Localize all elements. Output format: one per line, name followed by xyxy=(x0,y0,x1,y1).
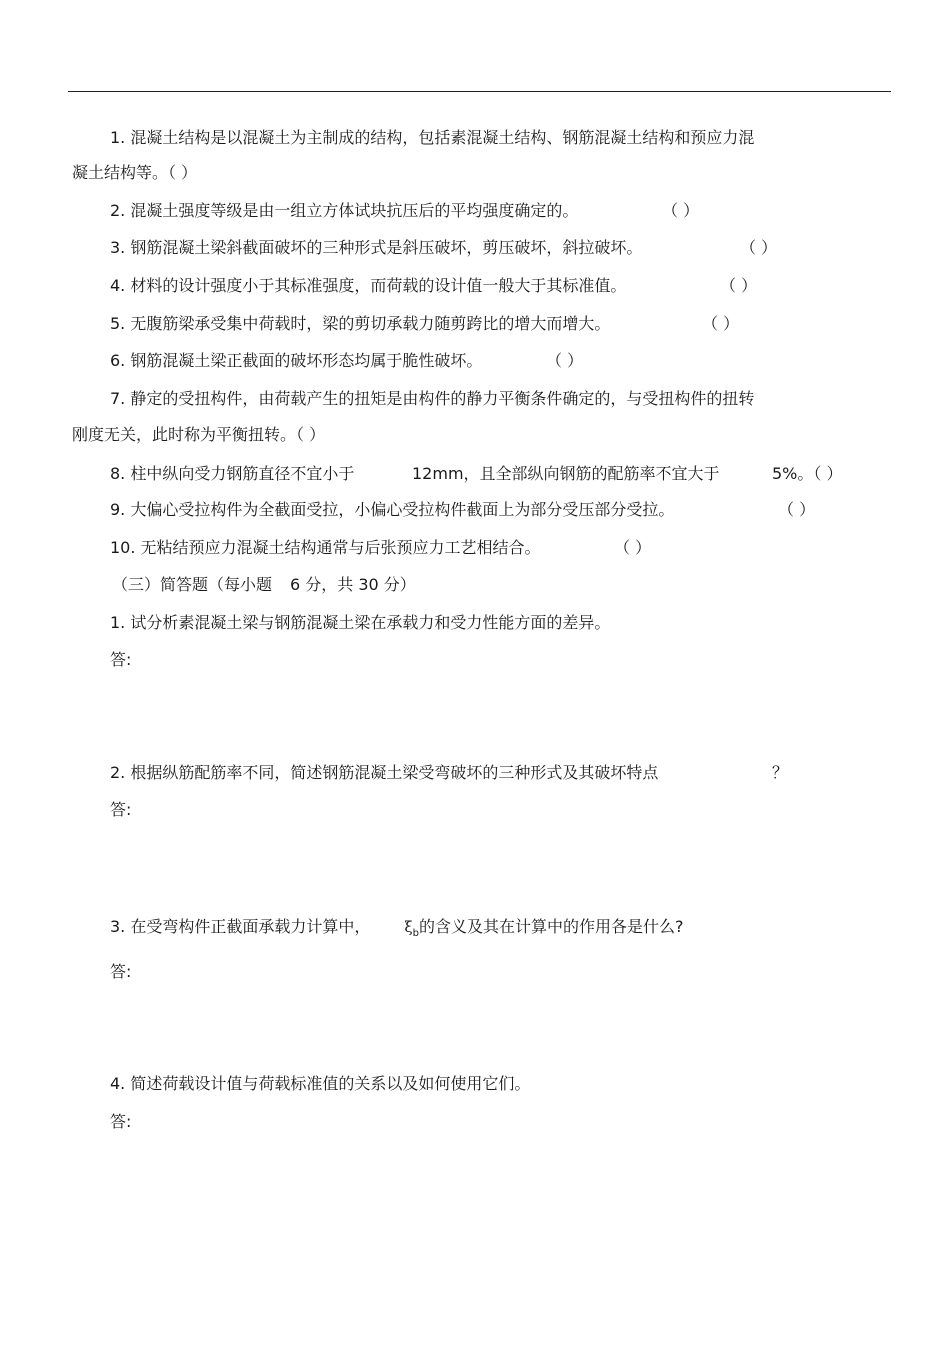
judge-item-7-line1: 7. 静定的受扭构件，由荷载产生的扭矩是由构件的静力平衡条件确定的，与受扭构件的扭转 xyxy=(110,389,755,408)
question-2: 2. 根据纵筋配筋率不同，简述钢筋混凝土梁受弯破坏的三种形式及其破坏特点 xyxy=(110,763,659,782)
section-heading-b: 6 分，共 30 分） xyxy=(290,575,416,594)
judge-item-6-bracket: （ ） xyxy=(546,351,584,370)
judge-item-8-b: 12mm，且全部纵向钢筋的配筋率不宜大于 xyxy=(412,464,720,483)
section-heading-a: （三）简答题（每小题 xyxy=(112,575,273,594)
judge-item-7-line2: 刚度无关，此时称为平衡扭转。（ ） xyxy=(72,425,326,444)
header-rule xyxy=(68,91,891,92)
judge-item-3-bracket: （ ） xyxy=(740,238,778,257)
answer-label-2: 答: xyxy=(110,800,132,819)
judge-item-10: 10. 无粘结预应力混凝土结构通常与后张预应力工艺相结合。 xyxy=(110,538,541,557)
judge-item-2-bracket: （ ） xyxy=(662,201,700,220)
judge-item-3: 3. 钢筋混凝土梁斜截面破坏的三种形式是斜压破坏，剪压破坏，斜拉破坏。 xyxy=(110,238,643,257)
judge-item-1-line1: 1. 混凝土结构是以混凝土为主制成的结构，包括素混凝土结构、钢筋混凝土结构和预应力混 xyxy=(110,128,755,147)
judge-item-6: 6. 钢筋混凝土梁正截面的破坏形态均属于脆性破坏。 xyxy=(110,351,483,370)
question-2-tail: ？ xyxy=(772,763,789,782)
judge-item-5-bracket: （ ） xyxy=(702,314,740,333)
judge-item-8-c: 5%。（ ） xyxy=(772,464,843,483)
question-3-post: 的含义及其在计算中的作用各是什么? xyxy=(418,917,684,936)
judge-item-8-a: 8. 柱中纵向受力钢筋直径不宜小于 xyxy=(110,464,355,483)
judge-item-4-bracket: （ ） xyxy=(720,276,758,295)
judge-item-5: 5. 无腹筋梁承受集中荷载时，梁的剪切承载力随剪跨比的增大而增大。 xyxy=(110,314,611,333)
judge-item-9-bracket: （ ） xyxy=(778,500,816,519)
xi-b-symbol: ξ xyxy=(404,918,413,936)
judge-item-10-bracket: （ ） xyxy=(614,538,652,557)
question-4: 4. 简述荷载设计值与荷载标准值的关系以及如何使用它们。 xyxy=(110,1074,531,1093)
judge-item-4: 4. 材料的设计强度小于其标准强度，而荷载的设计值一般大于其标准值。 xyxy=(110,276,627,295)
judge-item-9: 9. 大偏心受拉构件为全截面受拉，小偏心受拉构件截面上为部分受压部分受拉。 xyxy=(110,500,675,519)
judge-item-2: 2. 混凝土强度等级是由一组立方体试块抗压后的平均强度确定的。 xyxy=(110,201,579,220)
answer-label-4: 答: xyxy=(110,1112,132,1131)
judge-item-1-line2: 凝土结构等。（ ） xyxy=(72,163,198,182)
answer-label-1: 答: xyxy=(110,650,132,669)
question-3-pre: 3. 在受弯构件正截面承载力计算中， xyxy=(110,917,371,936)
answer-label-3: 答: xyxy=(110,962,132,981)
question-1: 1. 试分析素混凝土梁与钢筋混凝土梁在承载力和受力性能方面的差异。 xyxy=(110,613,611,632)
xi-b-subscript: b xyxy=(412,928,419,939)
question-3 xyxy=(110,917,683,944)
